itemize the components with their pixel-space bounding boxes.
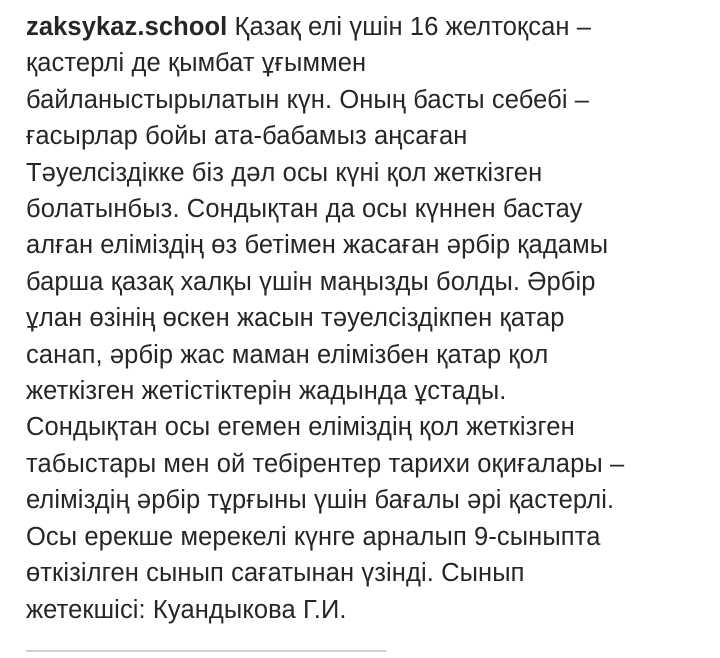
caption-line: өткізілген сынып сағатынан үзінді. Сынып — [26, 559, 525, 588]
caption-line: санап, әрбір жас маман елімізбен қатар қол — [26, 340, 549, 369]
caption-line: болатынбыз. Сондықтан да осы күннен бастау — [26, 195, 583, 224]
caption-line: Осы ерекше мерекелі күнге арналып 9-сыныпта — [26, 522, 601, 551]
caption-line: табыстары мен ой тебірентер тарихи оқиғалары – — [26, 449, 625, 478]
caption-line: жетекшісі: Куандыкова Г.И. — [26, 595, 347, 624]
post-caption — [26, 9, 706, 628]
caption-line: барша қазақ халқы үшін маңызды болды. Әрбір — [26, 267, 596, 296]
username-link[interactable]: zaksykaz.school — [26, 13, 228, 41]
caption-line: Тәуелсіздікке біз дәл осы күні қол жеткізген — [26, 158, 543, 187]
caption-line: қастерлі де қымбат ұғыммен — [26, 49, 367, 78]
caption-line: жеткізген жетістіктерін жадында ұстады. — [26, 377, 507, 406]
caption-line: еліміздің әрбір тұрғыны үшін бағалы әрі қастерлі. — [26, 486, 615, 515]
caption-line: Сондықтан осы егемен еліміздің қол жеткізген — [26, 413, 575, 442]
caption-line-1 — [26, 9, 706, 45]
caption-line: алған еліміздің өз бетімен жасаған әрбір қадамы — [26, 231, 609, 260]
caption-line: байланыстырылатын күн. Оның басты себебі – — [26, 85, 590, 114]
caption-text-start: Қазақ елі үшін 16 желтоқсан – — [227, 13, 592, 41]
caption-line: ұлан өзінің өскен жасын тәуелсіздікпен қатар — [26, 304, 565, 333]
caption-line: ғасырлар бойы ата-бабамыз аңсаған — [26, 122, 468, 151]
